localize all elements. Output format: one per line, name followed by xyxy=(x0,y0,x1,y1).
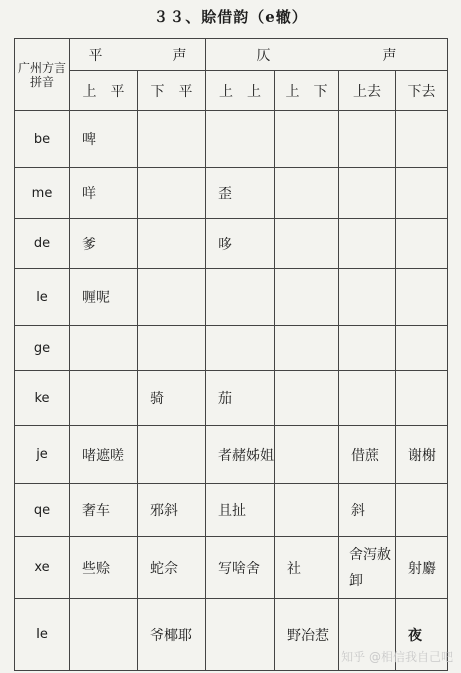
table-row xyxy=(15,371,448,426)
table-cell: 些赊 xyxy=(70,537,138,599)
col-header-shang-xia: 上 下 xyxy=(275,71,339,111)
table-cell xyxy=(339,168,396,219)
row-pinyin: de xyxy=(15,219,70,269)
col-header-shang-qu: 上去 xyxy=(339,71,396,111)
table-cell: 舍泻赦卸 xyxy=(339,537,396,599)
table-cell: 者赭姊姐 xyxy=(206,426,275,484)
col-header-shang-ping: 上 平 xyxy=(70,71,138,111)
table-cell xyxy=(70,326,138,371)
page-title: ３３、賒借韵（e辙） xyxy=(153,8,308,26)
table-cell xyxy=(138,111,206,168)
table-cell xyxy=(275,219,339,269)
table-cell: 射麝 xyxy=(396,537,448,599)
table-cell xyxy=(339,269,396,326)
table-cell xyxy=(396,484,448,537)
table-cell xyxy=(275,326,339,371)
table-cell xyxy=(138,269,206,326)
row-pinyin: Ie xyxy=(15,599,70,671)
table-cell xyxy=(396,326,448,371)
watermark: 知乎 @相信我自己吧 xyxy=(341,650,453,664)
table-cell: 骑 xyxy=(138,371,206,426)
table-cell: 写啥舍 xyxy=(206,537,275,599)
table-row xyxy=(15,111,448,168)
col-header-xia-qu: 下去 xyxy=(396,71,448,111)
table-row xyxy=(15,168,448,219)
table-row xyxy=(15,269,448,326)
ping-tone-header: 平 声 xyxy=(70,39,206,71)
table-cell: 野冶惹 xyxy=(275,599,339,671)
table-cell: 斜 xyxy=(339,484,396,537)
table-cell: 啤 xyxy=(70,111,138,168)
row-pinyin: be xyxy=(15,111,70,168)
table-cell xyxy=(396,269,448,326)
table-cell: 借蔗 xyxy=(339,426,396,484)
table-cell xyxy=(275,426,339,484)
pinyin-column-header: 广州方言拼音 xyxy=(15,39,70,111)
row-pinyin: me xyxy=(15,168,70,219)
table-cell xyxy=(206,599,275,671)
ze-tone-header: 仄 声 xyxy=(206,39,448,71)
table-cell: 咩 xyxy=(70,168,138,219)
table-cell: 蛇佘 xyxy=(138,537,206,599)
table-cell xyxy=(275,111,339,168)
row-pinyin: xe xyxy=(15,537,70,599)
table-cell xyxy=(70,599,138,671)
row-pinyin: qe xyxy=(15,484,70,537)
table-cell xyxy=(275,168,339,219)
table-cell xyxy=(138,426,206,484)
table-cell xyxy=(70,371,138,426)
row-pinyin: le xyxy=(15,269,70,326)
table-row xyxy=(15,219,448,269)
table-cell: 邪斜 xyxy=(138,484,206,537)
table-cell: 喱呢 xyxy=(70,269,138,326)
table-cell xyxy=(275,269,339,326)
table-cell: 爷椰耶 xyxy=(138,599,206,671)
table-cell: 啫遮嗟 xyxy=(70,426,138,484)
table-cell xyxy=(396,111,448,168)
table-row xyxy=(15,326,448,371)
row-pinyin: ge xyxy=(15,326,70,371)
table-row xyxy=(15,426,448,484)
table-cell xyxy=(138,326,206,371)
table-cell: 社 xyxy=(275,537,339,599)
table-cell: 歪 xyxy=(206,168,275,219)
row-pinyin: ke xyxy=(15,371,70,426)
table-cell xyxy=(275,371,339,426)
table-cell xyxy=(339,371,396,426)
table-cell xyxy=(206,111,275,168)
table-cell: 夜 xyxy=(396,599,448,671)
table-cell xyxy=(396,219,448,269)
row-pinyin: je xyxy=(15,426,70,484)
rhyme-table xyxy=(14,38,448,671)
col-header-xia-ping: 下 平 xyxy=(138,71,206,111)
table-cell xyxy=(206,269,275,326)
table-cell: 且扯 xyxy=(206,484,275,537)
table-cell xyxy=(339,111,396,168)
table-row xyxy=(15,484,448,537)
col-header-shang-shang: 上 上 xyxy=(206,71,275,111)
table-cell xyxy=(339,326,396,371)
table-cell: 谢榭 xyxy=(396,426,448,484)
table-cell xyxy=(396,168,448,219)
table-cell: 奢车 xyxy=(70,484,138,537)
table-cell xyxy=(206,326,275,371)
table-cell xyxy=(396,371,448,426)
table-cell: 茄 xyxy=(206,371,275,426)
table-cell xyxy=(138,219,206,269)
table-cell xyxy=(275,484,339,537)
table-cell: 哆 xyxy=(206,219,275,269)
table-row xyxy=(15,537,448,599)
table-cell: 爹 xyxy=(70,219,138,269)
table-cell xyxy=(339,219,396,269)
table-cell xyxy=(138,168,206,219)
